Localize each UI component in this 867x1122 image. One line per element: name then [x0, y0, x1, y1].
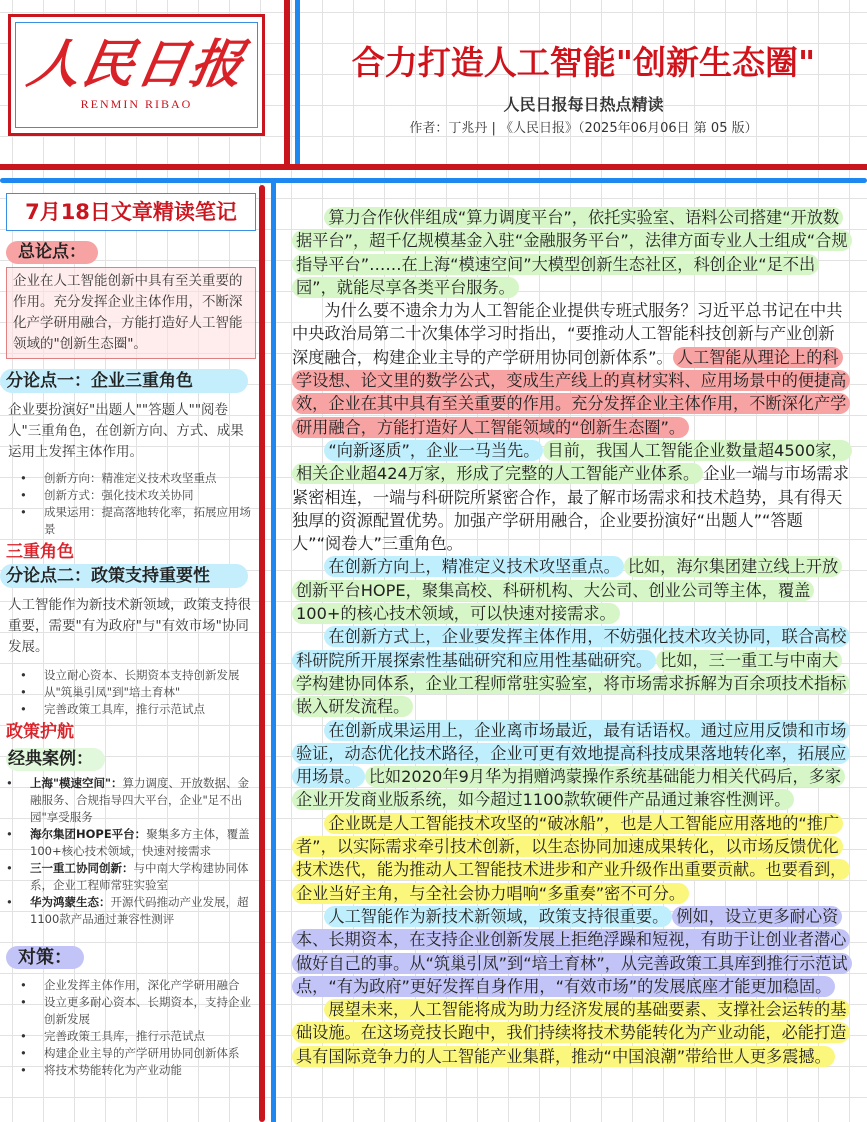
point1-label: 分论点一：企业三重角色 — [0, 369, 248, 393]
blue-divider-horizontal — [0, 178, 867, 183]
article-paragraph — [292, 625, 850, 718]
highlighted-text: 比如2020年9月华为捐赠鸿蒙操作系统基础能力相关代码后，多家企业开发商业版系统，如今超过1100款软硬件产品通过兼容性测评。 — [292, 766, 845, 810]
point2-label: 分论点二：政策支持重要性 — [0, 564, 248, 588]
article-paragraph — [292, 439, 850, 555]
highlighted-text: 企业既是人工智能技术攻坚的“破冰船”，也是人工智能应用落地的“推广者”，以实际需求牵引技术创新，以生态协同加速成果转化，以市场反馈优化技术迭代，能为推动人工智能技术进步和产业升级作出重要贡献。也要看到，企业当好主角，与全社会协力唱响“多重奏”密不可分。 — [292, 813, 850, 904]
case-item: • 三一重工协同创新：与中南大学构建协同体系，企业工程师常驻实验室 — [6, 860, 256, 894]
highlighted-text: 人工智能作为新技术新领域，政策支持很重要。 — [324, 906, 672, 927]
highlighted-text: 在创新成果运用上，企业离市场最近，最有话语权。通过应用反馈和市场验证，动态优化技术路径，企业可更有效地提高科技成果落地转化率，拓展应用场景。 — [292, 720, 850, 788]
article-byline: 作者：丁兆丹 | 《人民日报》（2025年06月06日 第 05 版） — [409, 121, 758, 136]
list-item: • 从"筑巢引凤"到"培土育林" — [6, 684, 256, 701]
list-item: • 构建企业主导的产学研用协同创新体系 — [6, 1045, 256, 1062]
measures-list — [6, 977, 256, 1079]
article-paragraph — [292, 719, 850, 812]
highlighted-text: 展望未来，人工智能将成为助力经济发展的基础要素、支撑社会运转的基础设施。在这场竞技长跑中，我们持续将技术势能转化为产业动能，必能打造具有国际竞争力的人工智能产业集群，推动“中国浪潮”带给世人更多震撼。 — [292, 999, 850, 1067]
point1-list — [6, 470, 256, 538]
highlighted-text: 比如，三一重工与中南大学构建协同体系，企业工程师常驻实验室，将市场需求拆解为百余项技术指标嵌入研发流程。 — [292, 650, 850, 718]
cases-list — [6, 775, 256, 928]
logo-chinese: 人民日报 — [23, 34, 250, 95]
point1-text: 企业要扮演好"出题人""答题人""阅卷人"三重角色，在创新方向、方式、成果运用上发挥主体作用。 — [8, 402, 244, 460]
article-subtitle: 人民日报每日热点精读 — [503, 95, 664, 114]
list-item: • 创新方式：强化技术攻关协同 — [6, 487, 256, 504]
red-divider-vertical — [284, 0, 290, 168]
list-item: • 完善政策工具库，推行示范试点 — [6, 1028, 256, 1045]
article-paragraph — [292, 555, 850, 625]
case-item: • 海尔集团HOPE平台：聚集多方主体，覆盖100+核心技术领域，快速对接需求 — [6, 826, 256, 860]
measures-label: 对策： — [6, 946, 84, 969]
text-segment: 企业一端与市场需求紧密相连，一端与科研院所紧密合作，最了解市场需求和技术趋势，具有得天独厚的资源配置优势。加强产学研用融合，企业要扮演好“出题人”“答题人”“阅卷人”三重角色。 — [292, 464, 849, 554]
list-item: • 设立耐心资本、长期资本支持创新发展 — [6, 667, 256, 684]
list-item: • 创新方向：精准定义技术攻坚重点 — [6, 470, 256, 487]
highlighted-text: 目前，我国人工智能企业数量超4500家，相关企业超424万家，形成了完整的人工智能产业体系。 — [292, 440, 852, 484]
highlighted-text: 比如，海尔集团建立线上开放创新平台HOPE，聚集高校、科研机构、大公司、创业公司等主体，覆盖100+的核心技术领域，可以快速对接需求。 — [292, 556, 842, 624]
highlighted-text: 算力合作伙伴组成“算力调度平台”，依托实验室、语料公司搭建“开放数据平台”，超千亿规模基金入驻“金融服务平台”，法律方面专业人士组成“合规指导平台”……在上海“模速空间”大模型创新生态社区，科创企业“足不出园”，就能尽享各类平台服务。 — [292, 207, 852, 298]
highlighted-text: 在创新方式上，企业要发挥主体作用，不妨强化技术攻关协同，联合高校科研院所开展探索性基础研究和应用性基础研究。 — [292, 626, 850, 670]
point2-list — [6, 667, 256, 718]
highlighted-text: “向新逐质”，企业一马当先。 — [324, 440, 543, 461]
renmin-ribao-logo — [8, 14, 265, 136]
list-item: • 完善政策工具库，推行示范试点 — [6, 701, 256, 718]
list-item: • 成果运用：提高落地转化率，拓展应用场景 — [6, 504, 256, 538]
highlighted-text: 在创新方向上，精准定义技术攻坚重点。 — [324, 556, 623, 577]
article-body — [292, 206, 850, 1068]
highlighted-text: 例如，设立更多耐心资本、长期资本，在支持企业创新发展上拒绝浮躁和短视，有助于让创业者潜心做好自己的事。从“筑巢引凤”到“培土育林”，从完善政策工具库到推行示范试点，“有为政府”更好发挥自身作用，“有效市场”的发展底座才能更加稳固。 — [292, 906, 852, 997]
article-paragraph — [292, 299, 850, 439]
notes-column — [6, 193, 256, 1079]
main-point-box: 企业在人工智能创新中具有至关重要的作用。充分发挥企业主体作用，不断深化产学研用融合，方能打造好人工智能领域的"创新生态圈"。 — [6, 267, 256, 359]
list-item: • 企业发挥主体作用，深化产学研用融合 — [6, 977, 256, 994]
logo-english: RENMIN RIBAO — [80, 97, 193, 111]
red-column-divider — [259, 185, 265, 1122]
point1-tag: 三重角色 — [6, 542, 74, 562]
highlighted-text: 人工智能从理论上的科学设想、论文里的数学公式，变成生产线上的真材实料、应用场景中的便捷高效，企业在其中具有至关重要的作用。充分发挥企业主体作用，不断深化产学研用融合，方能打造好人工智能领域的“创新生态圈”。 — [292, 347, 850, 438]
main-point-label: 总论点： — [6, 241, 98, 264]
list-item: • 设立更多耐心资本、长期资本，支持企业创新发展 — [6, 994, 256, 1028]
notes-title: 7月18日文章精读笔记 — [6, 193, 256, 231]
point2-tag: 政策护航 — [6, 722, 74, 742]
case-item: • 华为鸿蒙生态：开源代码推动产业发展，超1100款产品通过兼容性测评 — [6, 894, 256, 928]
cases-label: 经典案例： — [6, 748, 105, 771]
article-paragraph — [292, 206, 850, 299]
case-item: • 上海"模速空间"：算力调度、开放数据、金融服务、合规指导四大平台，企业"足不出园"享受服务 — [6, 775, 256, 826]
article-paragraph — [292, 812, 850, 905]
list-item: • 将技术势能转化为产业动能 — [6, 1062, 256, 1079]
article-paragraph — [292, 905, 850, 998]
article-title: 合力打造人工智能"创新生态圈" — [351, 43, 816, 82]
red-divider-horizontal — [0, 164, 867, 170]
point2-text: 人工智能作为新技术新领域，政策支持很重要，需要"有为政府"与"有效市场"协同发展。 — [8, 597, 251, 655]
text-segment: 为什么要不遗余力为人工智能企业提供专班式服务？习近平总书记在中共中央政治局第二十次集体学习时指出，“要推动人工智能科技创新与产业创新深度融合，构建企业主导的产学研用协同创新体系”。 — [292, 301, 843, 367]
article-paragraph — [292, 998, 850, 1068]
blue-column-divider — [271, 183, 276, 1122]
